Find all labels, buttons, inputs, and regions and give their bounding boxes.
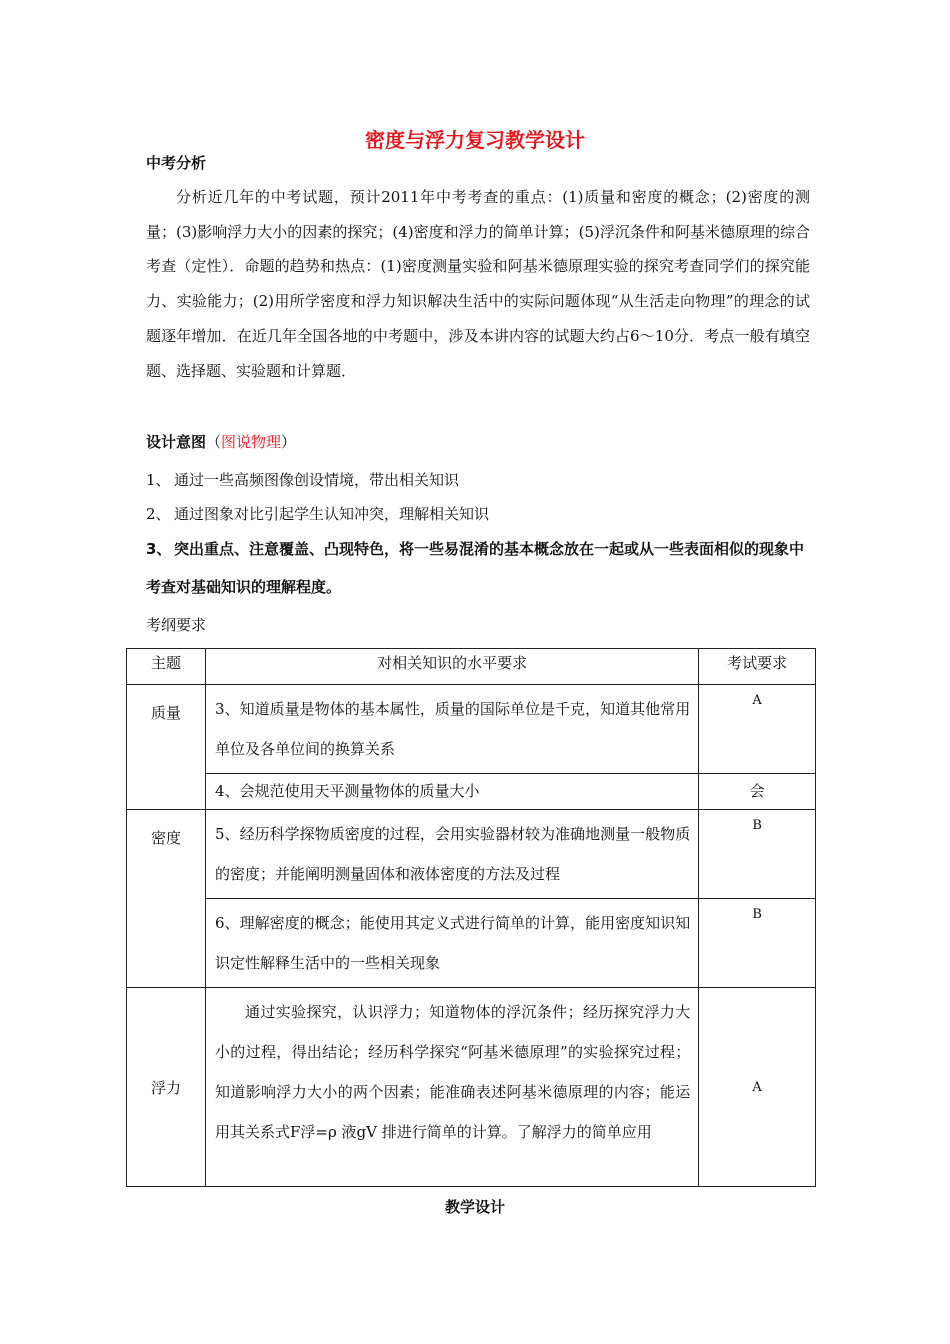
intent-item-1-num: 1、 bbox=[146, 471, 171, 489]
topic-density: 密度 bbox=[127, 810, 206, 988]
teaching-design-heading: 教学设计 bbox=[444, 1198, 505, 1216]
table-row bbox=[127, 810, 816, 899]
requirement-cell: 6、理解密度的概念；能使用其定义式进行简单的计算，能用密度知识知识定性解释生活中的一些相关现象 bbox=[205, 899, 698, 988]
grade-cell: A bbox=[699, 988, 816, 1187]
intent-item-2 bbox=[146, 503, 489, 524]
table-header-row bbox=[127, 649, 816, 685]
grade-cell: B bbox=[699, 810, 816, 899]
table-row bbox=[127, 899, 816, 988]
requirement-cell: 5、经历科学探物质密度的过程，会用实验器材较为准确地测量一般物质的密度；并能阐明测量固体和液体密度的方法及过程 bbox=[205, 810, 698, 899]
intent-item-3-text: 突出重点、注意覆盖、凸现特色，将一些易混淆的基本概念放在一起或从一些表面相似的现象中考查对基础知识的理解程度。 bbox=[146, 540, 805, 596]
table-row bbox=[127, 685, 816, 774]
topic-buoyancy: 浮力 bbox=[127, 988, 206, 1187]
design-intent-aside: 图说物理 bbox=[221, 433, 282, 451]
paren-close: ） bbox=[281, 433, 297, 451]
intent-item-1 bbox=[146, 469, 459, 490]
document-title: 密度与浮力复习教学设计 bbox=[365, 128, 585, 152]
paren-open: （ bbox=[206, 433, 222, 451]
table-row bbox=[127, 988, 816, 1187]
requirement-cell: 4、会规范使用天平测量物体的质量大小 bbox=[205, 774, 698, 810]
header-exam-level: 考试要求 bbox=[699, 649, 816, 685]
requirement-cell: 通过实验探究，认识浮力；知道物体的浮沉条件；经历探究浮力大小的过程，得出结论；经历科学探究“阿基米德原理”的实验探究过程；知道影响浮力大小的两个因素；能准确表述阿基米德原理的内容；能运用其关系式F浮=ρ 液gV 排进行简单的计算。了解浮力的简单应用 bbox=[205, 988, 698, 1187]
syllabus-table bbox=[126, 648, 816, 1187]
intent-item-3 bbox=[146, 530, 816, 606]
heading-exam-analysis: 中考分析 bbox=[146, 154, 207, 172]
requirement-cell: 3、知道质量是物体的基本属性，质量的国际单位是千克，知道其他常用单位及各单位间的换算关系 bbox=[205, 685, 698, 774]
intent-item-1-text: 通过一些高频图像创设情境，带出相关知识 bbox=[174, 471, 460, 489]
heading-design-intent bbox=[146, 431, 296, 452]
grade-cell: A bbox=[699, 685, 816, 774]
intent-item-2-text: 通过图象对比引起学生认知冲突，理解相关知识 bbox=[174, 505, 490, 523]
grade-cell: B bbox=[699, 899, 816, 988]
table-row bbox=[127, 774, 816, 810]
topic-mass: 质量 bbox=[127, 685, 206, 810]
syllabus-label: 考纲要求 bbox=[146, 616, 207, 634]
header-topic: 主题 bbox=[127, 649, 206, 685]
intent-item-3-num: 3、 bbox=[146, 540, 172, 558]
exam-analysis-paragraph: 分析近几年的中考试题，预计2011年中考考查的重点：(1)质量和密度的概念；(2)密度的测量；(3)影响浮力大小的因素的探究；(4)密度和浮力的简单计算；(5)浮沉条件和阿基米德原理的综合考查（定性）．命题的趋势和热点：(1)密度测量实验和阿基米德原理实验的探究考查同学们的探究能力、实验能力；(2)用所学密度和浮力知识解决生活中的实际问题体现“从生活走向物理”的理念的试题逐年增加．在近几年全国各地的中考题中，涉及本讲内容的试题大约占6～10分．考点一般有填空题、选择题、实验题和计算题． bbox=[146, 188, 810, 380]
header-requirement: 对相关知识的水平要求 bbox=[205, 649, 698, 685]
design-intent-label: 设计意图 bbox=[146, 433, 207, 451]
grade-cell: 会 bbox=[699, 774, 816, 810]
intent-item-2-num: 2、 bbox=[146, 505, 171, 523]
